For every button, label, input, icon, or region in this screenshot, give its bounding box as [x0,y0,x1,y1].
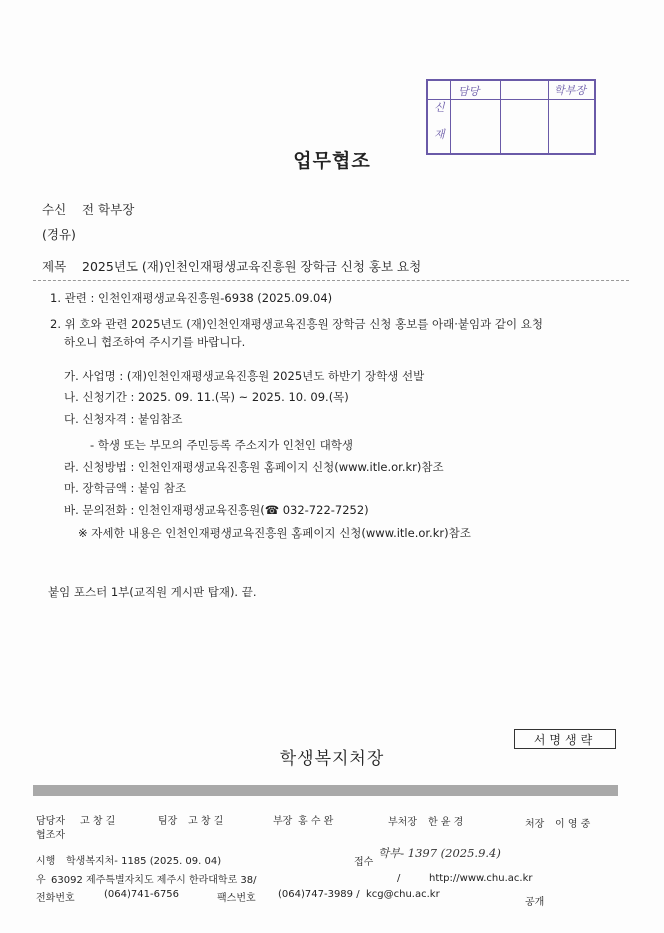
divider [33,280,629,281]
phone-label: 전화번호 [36,893,75,904]
staff-label: 담당자 [36,816,65,827]
homepage-url: http://www.chu.ac.kr [429,873,533,884]
coop-label: 협조자 [36,830,65,841]
body-item-2: 2. 위 호와 관련 2025년도 (재)인천인재평생교육진흥원 장학금 신청 홍보를 아래·붙임과 같이 요청 [50,317,543,331]
vice-label: 부처장 [388,817,417,828]
sub-item: 라. 신청방법 : 인천인재평생교육진흥원 홈페이지 신청(www.itle.or.kr)참조 [64,460,444,474]
dept-label: 부장 [273,816,293,827]
approval-stamp [426,79,596,155]
stamp-col-2: 학부장 [554,84,586,97]
recipient-label: 수신 [42,202,67,217]
url-separator: / [397,873,401,884]
phone-value: (064)741-6756 [104,889,180,900]
enforce-value: 학생복지처- 1185 (2025. 09. 04) [66,856,222,867]
sender-title: 학생복지처장 [279,749,385,769]
recipient-value: 전 학부장 [82,202,135,217]
body-item-1: 1. 관련 : 인천인재평생교육진흥원-6938 (2025.09.04) [50,291,333,305]
dept-name: 홍 수 완 [298,816,334,827]
fax-label: 팩스번호 [217,893,256,904]
head-label: 처장 [525,819,545,830]
team-name: 고 창 길 [188,816,224,827]
receive-value: 학부- 1397 (2025.9.4) [378,846,501,860]
sub-item: 가. 사업명 : (재)인천인재평생교육진흥원 2025년도 하반기 장학생 선발 [64,369,425,383]
receive-label: 접수 [354,857,374,868]
head-name: 이 영 중 [555,819,591,830]
team-label: 팀장 [158,816,178,827]
footer-band [33,785,618,796]
sub-item-detail: - 학생 또는 부모의 주민등록 주소지가 인천인 대학생 [90,438,354,452]
stamp-label-2: 재 [434,128,445,141]
stamp-label-1: 신 [434,101,445,114]
stamp-col-1: 담당 [458,85,480,98]
document-title: 업무협조 [293,150,371,172]
signature-omitted-box: 서명생략 [514,729,616,749]
address-value: 63092 제주특별자치도 제주시 한라대학로 38/ [51,875,257,886]
public-status: 공개 [525,897,545,908]
sub-item: 마. 장학금액 : 붙임 참조 [64,481,187,495]
body-item-2-cont: 하오니 협조하여 주시기를 바랍니다. [64,335,246,349]
fax-value: (064)747-3989 / [278,889,360,900]
subject-value: 2025년도 (재)인천인재평생교육진흥원 장학금 신청 홍보 요청 [82,259,422,274]
sub-item: 다. 신청자격 : 붙임참조 [64,412,183,426]
via-label: (경유) [42,227,76,242]
attachment: 붙임 포스터 1부(교직원 게시판 탑재). 끝. [48,585,257,599]
sub-item: 나. 신청기간 : 2025. 09. 11.(목) ~ 2025. 10. 09.(목) [64,390,349,404]
enforce-label: 시행 [36,856,56,867]
sub-item: 바. 문의전화 : 인천인재평생교육진흥원(☎ 032-722-7252) [64,503,369,517]
address-label: 우 [36,875,46,886]
email: kcg@chu.ac.kr [366,889,440,900]
staff-name: 고 창 길 [80,816,116,827]
vice-name: 한 윤 경 [428,817,464,828]
sub-item-note: ※ 자세한 내용은 인천인재평생교육진흥원 홈페이지 신청(www.itle.or.kr)참조 [78,526,471,540]
subject-label: 제목 [42,259,67,274]
